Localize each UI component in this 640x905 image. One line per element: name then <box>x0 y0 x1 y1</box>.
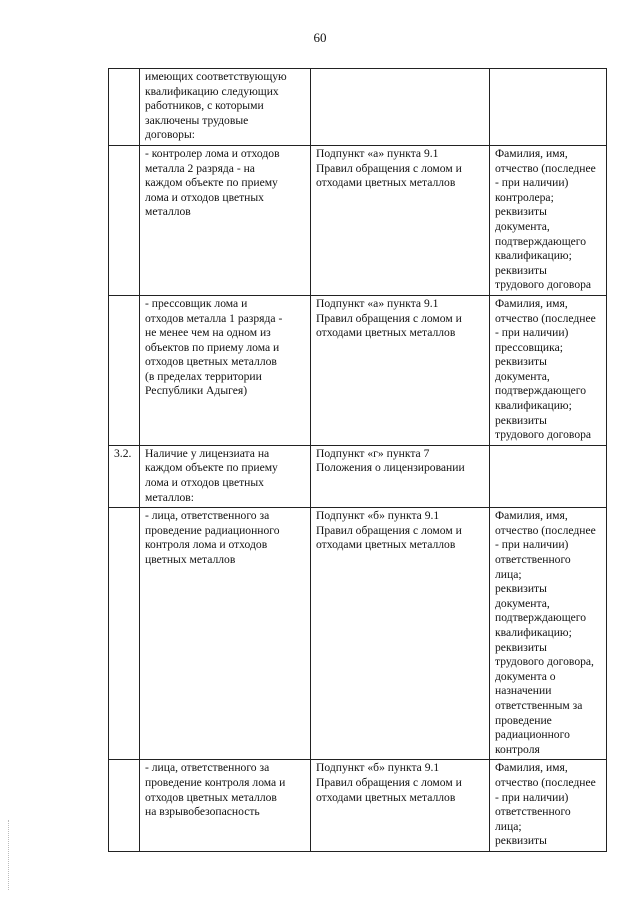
requirement-cell: - контролер лома и отходов металла 2 разряда - на каждом объекте по приему лома и отходов цветных металлов <box>140 145 311 295</box>
row-number-cell <box>109 295 140 445</box>
table-row <box>109 295 607 445</box>
table-row <box>109 69 607 146</box>
row-number-cell <box>109 508 140 760</box>
reference-cell: Подпункт «б» пункта 9.1 Правил обращения с ломом и отходами цветных металлов <box>311 508 490 760</box>
scan-margin-marks <box>8 820 12 890</box>
reference-cell: Подпункт «г» пункта 7 Положения о лицензировании <box>311 445 490 507</box>
page-number: 60 <box>313 30 327 45</box>
documents-cell: Фамилия, имя, отчество (последнее - при наличии) ответственного лица; реквизиты документа, подтверждающего квалификацию; реквизиты трудового договора, документа о назначении ответственным за проведение радиационного контроля <box>490 508 607 760</box>
documents-cell <box>490 69 607 146</box>
table-row <box>109 508 607 760</box>
documents-cell: Фамилия, имя, отчество (последнее - при наличии) контролера; реквизиты документа, подтверждающего квалификацию; реквизиты трудового договора <box>490 145 607 295</box>
documents-cell <box>490 445 607 507</box>
requirements-table <box>108 68 607 852</box>
row-number-cell <box>109 760 140 852</box>
reference-cell <box>311 69 490 146</box>
row-number-cell <box>109 69 140 146</box>
table-row <box>109 760 607 852</box>
requirement-cell: имеющих соответствующую квалификацию следующих работников, с которыми заключены трудовые договоры: <box>140 69 311 146</box>
requirement-cell: - прессовщик лома и отходов металла 1 разряда - не менее чем на одном из объектов по приему лома и отходов цветных металлов (в пределах территории Республики Адыгея) <box>140 295 311 445</box>
row-number-cell: 3.2. <box>109 445 140 507</box>
reference-cell: Подпункт «а» пункта 9.1 Правил обращения с ломом и отходами цветных металлов <box>311 145 490 295</box>
table-row <box>109 445 607 507</box>
documents-cell: Фамилия, имя, отчество (последнее - при наличии) ответственного лица; реквизиты <box>490 760 607 852</box>
documents-cell: Фамилия, имя, отчество (последнее - при наличии) прессовщика; реквизиты документа, подтверждающего квалификацию; реквизиты трудового договора <box>490 295 607 445</box>
row-number-cell <box>109 145 140 295</box>
requirement-cell: - лица, ответственного за проведение радиационного контроля лома и отходов цветных металлов <box>140 508 311 760</box>
reference-cell: Подпункт «б» пункта 9.1 Правил обращения с ломом и отходами цветных металлов <box>311 760 490 852</box>
table-row <box>109 145 607 295</box>
requirement-cell: Наличие у лицензиата на каждом объекте по приему лома и отходов цветных металлов: <box>140 445 311 507</box>
reference-cell: Подпункт «а» пункта 9.1 Правил обращения с ломом и отходами цветных металлов <box>311 295 490 445</box>
requirement-cell: - лица, ответственного за проведение контроля лома и отходов цветных металлов на взрывобезопасность <box>140 760 311 852</box>
